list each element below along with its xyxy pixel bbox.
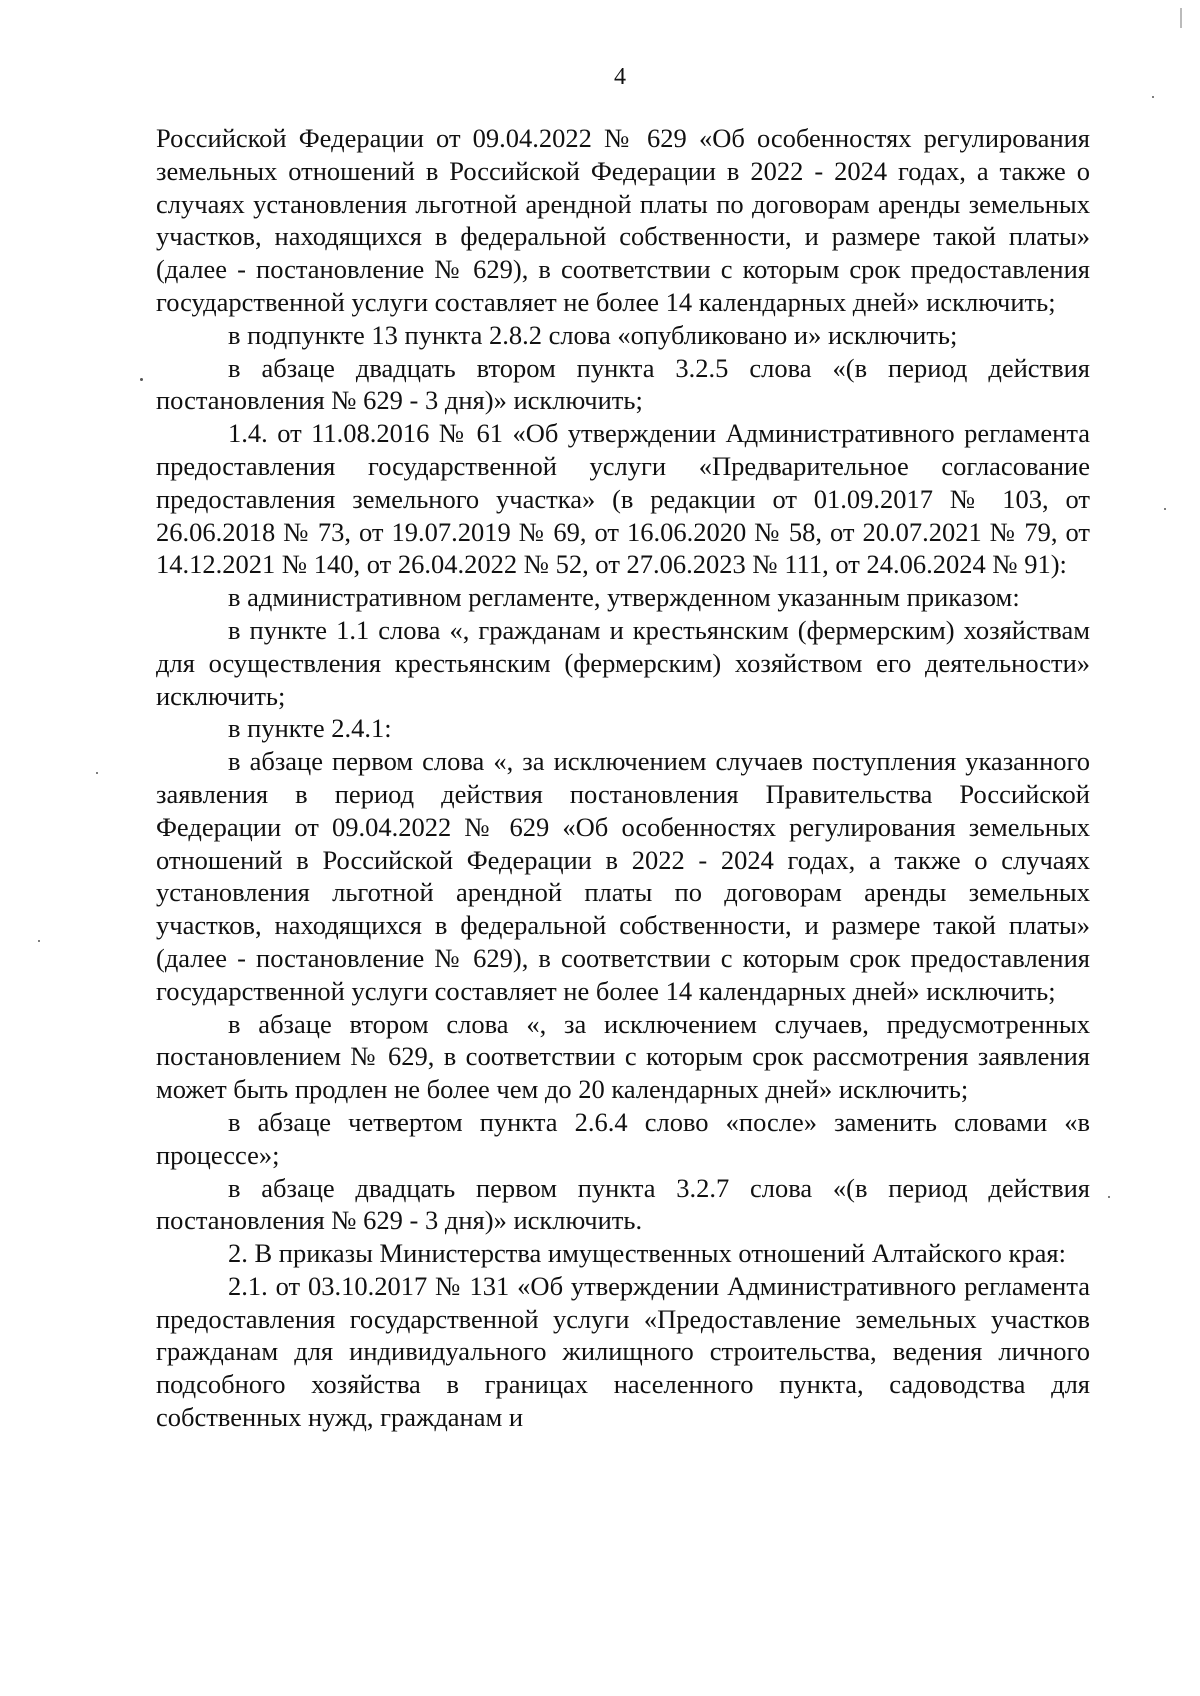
scan-speck	[1164, 508, 1166, 510]
scan-speck	[38, 940, 40, 942]
scan-speck	[96, 772, 98, 774]
scan-edge-mark	[1180, 8, 1182, 28]
paragraph-item-1-4: 1.4. от 11.08.2016 № 61 «Об утверждении Административного регламента предоставления государственной услуги «Предварительное согласование предоставления земельного участка» (в редакции от 01.09.2017 № 103, от 26.06.2018 № 73, от 19.07.2019 № 69, от 16.06.2020 № 58, от 20.07.2021 № 79, от 14.12.2021 № 140, от 26.04.2022 № 52, от 27.06.2023 № 111, от 24.06.2024 № 91):	[156, 418, 1090, 580]
paragraph: в абзаце двадцать первом пункта 3.2.7 слова «(в период действия постановления № 629 - 3 дня)» исключить.	[156, 1172, 1090, 1236]
paragraph: в подпункте 13 пункта 2.8.2 слова «опубликовано и» исключить;	[228, 319, 958, 350]
paragraph: в абзаце втором слова «, за исключением случаев, предусмотренных постановлением № 629, в соответствии с которым срок рассмотрения заявления может быть продлен не более чем до 20 календарных дней» исключить;	[156, 1008, 1090, 1105]
paragraph: в абзаце четвертом пункта 2.6.4 слово «после» заменить словами «в процессе»;	[156, 1106, 1090, 1170]
page-number: 4	[614, 64, 626, 90]
paragraph-continuation: Российской Федерации от 09.04.2022 № 629 «Об особенностях регулирования земельных отношений в Российской Федерации в 2022 - 2024 годах, а также о случаях установления льготной арендной платы по договорам аренды земельных участков, находящихся в федеральной собственности, и размере такой платы» (далее - постановление № 629), в соответствии с которым срок предоставления государственной услуги составляет не более 14 календарных дней» исключить;	[156, 123, 1090, 317]
scan-speck	[1108, 1196, 1110, 1198]
paragraph: в пункте 2.4.1:	[228, 713, 392, 744]
paragraph: в абзаце первом слова «, за исключением случаев поступления указанного заявления в период действия постановления Правительства Российской Федерации от 09.04.2022 № 629 «Об особенностях регулирования земельных отношений в Российской Федерации в 2022 - 2024 годах, а также о случаях установления льготной арендной платы по договорам аренды земельных участков, находящихся в федеральной собственности, и размере такой платы» (далее - постановление № 629), в соответствии с которым срок предоставления государственной услуги составляет не более 14 календарных дней» исключить;	[156, 746, 1090, 1006]
scan-speck	[140, 378, 143, 381]
paragraph: в абзаце двадцать втором пункта 3.2.5 слова «(в период действия постановления № 629 - 3 дня)» исключить;	[156, 352, 1090, 416]
paragraph: в пункте 1.1 слова «, гражданам и крестьянским (фермерским) хозяйствам для осуществления крестьянским (фермерским) хозяйством его деятельности» исключить;	[156, 614, 1090, 711]
scan-speck	[1152, 96, 1154, 98]
paragraph: в административном регламенте, утвержденном указанным приказом:	[228, 582, 1020, 613]
paragraph-item-2: 2. В приказы Министерства имущественных отношений Алтайского края:	[228, 1238, 1066, 1269]
document-body	[156, 122, 1090, 1434]
paragraph-item-2-1: 2.1. от 03.10.2017 № 131 «Об утверждении Административного регламента предоставления государственной услуги «Предоставление земельных участков гражданам для индивидуального жилищного строительства, ведения личного подсобного хозяйства в границах населенного пункта, садоводства для собственных нужд, гражданам и	[156, 1270, 1090, 1433]
